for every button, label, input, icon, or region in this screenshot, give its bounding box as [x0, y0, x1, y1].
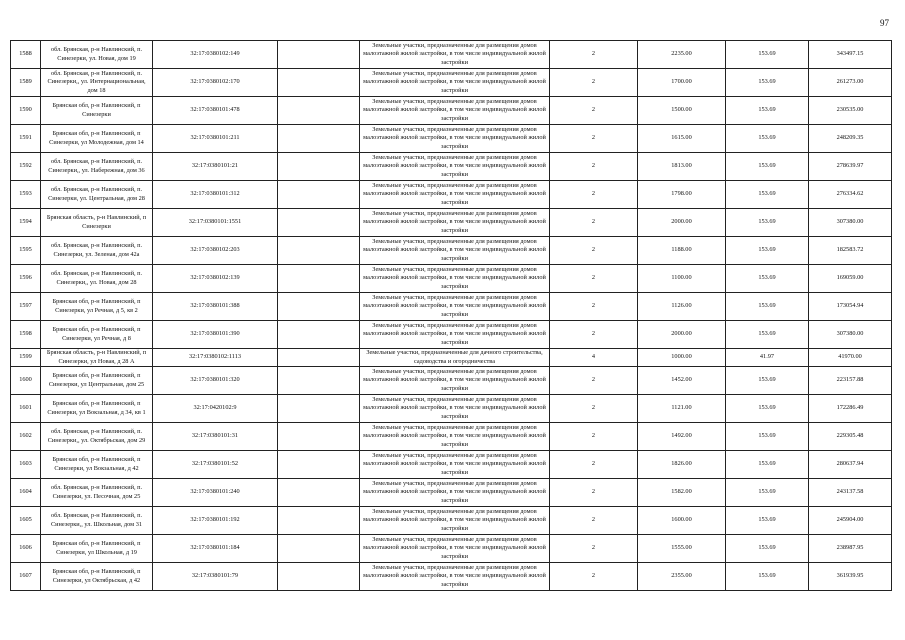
address-cell: Брянская обл, р-н Навлинский, п Синезерки, ул Молодежная, дом 14 [41, 125, 153, 153]
row-number: 1598 [11, 321, 41, 349]
permitted-use-cell: Земельные участки, предназначенные для размещения домов малоэтажной жилой застройки, в том числе индивидуальной жилой застройки [360, 41, 550, 69]
cadastral-value-cell: 182583.72 [809, 237, 892, 265]
row-number: 1596 [11, 265, 41, 293]
group-cell: 2 [550, 41, 638, 69]
empty-cell [278, 125, 360, 153]
group-cell: 2 [550, 563, 638, 591]
area-cell: 1452.00 [638, 367, 726, 395]
cadastral-value-cell: 245904.00 [809, 507, 892, 535]
area-cell: 1492.00 [638, 423, 726, 451]
group-cell: 2 [550, 97, 638, 125]
table-row [11, 423, 892, 451]
row-number: 1595 [11, 237, 41, 265]
group-cell: 2 [550, 237, 638, 265]
row-number: 1594 [11, 209, 41, 237]
area-cell: 1826.00 [638, 451, 726, 479]
empty-cell [278, 479, 360, 507]
area-cell: 1555.00 [638, 535, 726, 563]
unit-value-cell: 153.69 [726, 395, 809, 423]
permitted-use-cell: Земельные участки, предназначенные для размещения домов малоэтажной жилой застройки, в том числе индивидуальной жилой застройки [360, 507, 550, 535]
table-row [11, 181, 892, 209]
group-cell: 2 [550, 479, 638, 507]
unit-value-cell: 153.69 [726, 97, 809, 125]
cadastral-number-cell: 32:17:0380101:312 [153, 181, 278, 209]
cadastral-number-cell: 32:17:0380101:320 [153, 367, 278, 395]
row-number: 1602 [11, 423, 41, 451]
cadastral-value-cell: 229305.48 [809, 423, 892, 451]
row-number: 1590 [11, 97, 41, 125]
address-cell: обл. Брянская, р-н Навлинский, п. Синезерки,, ул. Новая, дом 28 [41, 265, 153, 293]
cadastral-value-cell: 307380.00 [809, 209, 892, 237]
cadastral-number-cell: 32:17:0380101:184 [153, 535, 278, 563]
cadastral-number-cell: 32:17:0380102:149 [153, 41, 278, 69]
row-number: 1606 [11, 535, 41, 563]
cadastral-value-cell: 343497.15 [809, 41, 892, 69]
unit-value-cell: 153.69 [726, 423, 809, 451]
cadastral-value-cell: 261273.00 [809, 69, 892, 97]
group-cell: 2 [550, 69, 638, 97]
table-row [11, 237, 892, 265]
unit-value-cell: 41.97 [726, 349, 809, 367]
row-number: 1603 [11, 451, 41, 479]
cadastral-number-cell: 32:17:0380102:139 [153, 265, 278, 293]
cadastral-value-cell: 238987.95 [809, 535, 892, 563]
table-row [11, 535, 892, 563]
table-row [11, 349, 892, 367]
address-cell: обл. Брянская, р-н Навлинский, п. Синезерки,, ул. Набережная, дом 36 [41, 153, 153, 181]
cadastral-number-cell: 32:17:0420102:9 [153, 395, 278, 423]
cadastral-number-cell: 32:17:0380102:203 [153, 237, 278, 265]
cadastral-number-cell: 32:17:0380101:21 [153, 153, 278, 181]
permitted-use-cell: Земельные участки, предназначенные для размещения домов малоэтажной жилой застройки, в том числе индивидуальной жилой застройки [360, 209, 550, 237]
table-row [11, 125, 892, 153]
permitted-use-cell: Земельные участки, предназначенные для размещения домов малоэтажной жилой застройки, в том числе индивидуальной жилой застройки [360, 563, 550, 591]
empty-cell [278, 181, 360, 209]
address-cell: Брянская обл, р-н Навлинский, п Синезерки, ул Речная, д 8 [41, 321, 153, 349]
area-cell: 1813.00 [638, 153, 726, 181]
unit-value-cell: 153.69 [726, 563, 809, 591]
table-row [11, 321, 892, 349]
group-cell: 2 [550, 535, 638, 563]
area-cell: 1600.00 [638, 507, 726, 535]
empty-cell [278, 293, 360, 321]
cadastral-value-cell: 361939.95 [809, 563, 892, 591]
unit-value-cell: 153.69 [726, 181, 809, 209]
address-cell: Брянская обл, р-н Навлинский, п Синезерки, ул Вокзальная, д 42 [41, 451, 153, 479]
row-number: 1605 [11, 507, 41, 535]
empty-cell [278, 97, 360, 125]
cadastral-number-cell: 32:17:0380101:31 [153, 423, 278, 451]
area-cell: 1188.00 [638, 237, 726, 265]
group-cell: 2 [550, 181, 638, 209]
address-cell: обл. Брянская, р-н Навлинский, п. Синезерки, ул. Центральная, дом 28 [41, 181, 153, 209]
cadastral-number-cell: 32:17:0380101:79 [153, 563, 278, 591]
group-cell: 2 [550, 293, 638, 321]
cadastral-value-cell: 41970.00 [809, 349, 892, 367]
area-cell: 1615.00 [638, 125, 726, 153]
cadastral-value-cell: 248209.35 [809, 125, 892, 153]
table-body [11, 41, 892, 591]
row-number: 1601 [11, 395, 41, 423]
area-cell: 1100.00 [638, 265, 726, 293]
cadastral-number-cell: 32:17:0380101:192 [153, 507, 278, 535]
permitted-use-cell: Земельные участки, предназначенные для размещения домов малоэтажной жилой застройки, в том числе индивидуальной жилой застройки [360, 321, 550, 349]
unit-value-cell: 153.69 [726, 41, 809, 69]
unit-value-cell: 153.69 [726, 507, 809, 535]
address-cell: Брянская обл, р-н Навлинский, п Синезерки, ул Октябрьская, д 42 [41, 563, 153, 591]
cadastral-value-cell: 223157.88 [809, 367, 892, 395]
area-cell: 1000.00 [638, 349, 726, 367]
permitted-use-cell: Земельные участки, предназначенные для размещения домов малоэтажной жилой застройки, в том числе индивидуальной жилой застройки [360, 479, 550, 507]
cadastral-value-cell: 230535.00 [809, 97, 892, 125]
unit-value-cell: 153.69 [726, 209, 809, 237]
unit-value-cell: 153.69 [726, 265, 809, 293]
unit-value-cell: 153.69 [726, 153, 809, 181]
address-cell: Брянская обл, р-н Навлинский, п Синезерки [41, 97, 153, 125]
row-number: 1599 [11, 349, 41, 367]
table-row [11, 41, 892, 69]
permitted-use-cell: Земельные участки, предназначенные для дачного строительства, садоводства и огородничества [360, 349, 550, 367]
empty-cell [278, 237, 360, 265]
empty-cell [278, 507, 360, 535]
row-number: 1592 [11, 153, 41, 181]
group-cell: 2 [550, 265, 638, 293]
cadastral-number-cell: 32:17:0380101:211 [153, 125, 278, 153]
table-row [11, 293, 892, 321]
group-cell: 2 [550, 125, 638, 153]
area-cell: 1126.00 [638, 293, 726, 321]
cadastral-value-cell: 173054.94 [809, 293, 892, 321]
unit-value-cell: 153.69 [726, 237, 809, 265]
empty-cell [278, 209, 360, 237]
address-cell: Брянская обл, р-н Навлинский, п Синезерки, ул Вокзальная, д 34, кв 1 [41, 395, 153, 423]
permitted-use-cell: Земельные участки, предназначенные для размещения домов малоэтажной жилой застройки, в том числе индивидуальной жилой застройки [360, 153, 550, 181]
cadastral-number-cell: 32:17:0380101:1551 [153, 209, 278, 237]
table-row [11, 563, 892, 591]
cadastral-number-cell: 32:17:0380101:478 [153, 97, 278, 125]
empty-cell [278, 423, 360, 451]
address-cell: обл. Брянская, р-н Навлинский, п. Синезерки, ул. Песочная, дом 25 [41, 479, 153, 507]
group-cell: 2 [550, 395, 638, 423]
row-number: 1604 [11, 479, 41, 507]
group-cell: 2 [550, 209, 638, 237]
cadastral-value-cell: 276334.62 [809, 181, 892, 209]
area-cell: 1798.00 [638, 181, 726, 209]
unit-value-cell: 153.69 [726, 367, 809, 395]
row-number: 1593 [11, 181, 41, 209]
group-cell: 2 [550, 153, 638, 181]
area-cell: 1582.00 [638, 479, 726, 507]
empty-cell [278, 349, 360, 367]
permitted-use-cell: Земельные участки, предназначенные для размещения домов малоэтажной жилой застройки, в том числе индивидуальной жилой застройки [360, 451, 550, 479]
table-row [11, 69, 892, 97]
permitted-use-cell: Земельные участки, предназначенные для размещения домов малоэтажной жилой застройки, в том числе индивидуальной жилой застройки [360, 535, 550, 563]
table-row [11, 507, 892, 535]
address-cell: обл. Брянская, р-н Навлинский, п. Синезерки,, ул. Интернациональная, дом 18 [41, 69, 153, 97]
address-cell: Брянская обл, р-н Навлинский, п Синезерки, ул Школьная, д 19 [41, 535, 153, 563]
group-cell: 2 [550, 423, 638, 451]
table-row [11, 209, 892, 237]
address-cell: Брянская область, р-н Навлинский, п Синезерки [41, 209, 153, 237]
table-row [11, 265, 892, 293]
address-cell: обл. Брянская, р-н Навлинский, п. Синезерки, ул. Зеленая, дом 42а [41, 237, 153, 265]
row-number: 1589 [11, 69, 41, 97]
unit-value-cell: 153.69 [726, 125, 809, 153]
permitted-use-cell: Земельные участки, предназначенные для размещения домов малоэтажной жилой застройки, в том числе индивидуальной жилой застройки [360, 181, 550, 209]
table-row [11, 479, 892, 507]
area-cell: 1121.00 [638, 395, 726, 423]
cadastral-number-cell: 32:17:0380101:52 [153, 451, 278, 479]
row-number: 1607 [11, 563, 41, 591]
row-number: 1597 [11, 293, 41, 321]
land-valuation-table [10, 40, 892, 591]
unit-value-cell: 153.69 [726, 479, 809, 507]
unit-value-cell: 153.69 [726, 535, 809, 563]
empty-cell [278, 41, 360, 69]
unit-value-cell: 153.69 [726, 293, 809, 321]
cadastral-value-cell: 172286.49 [809, 395, 892, 423]
cadastral-number-cell: 32:17:0380101:388 [153, 293, 278, 321]
empty-cell [278, 451, 360, 479]
permitted-use-cell: Земельные участки, предназначенные для размещения домов малоэтажной жилой застройки, в том числе индивидуальной жилой застройки [360, 237, 550, 265]
empty-cell [278, 563, 360, 591]
empty-cell [278, 265, 360, 293]
permitted-use-cell: Земельные участки, предназначенные для размещения домов малоэтажной жилой застройки, в том числе индивидуальной жилой застройки [360, 125, 550, 153]
empty-cell [278, 69, 360, 97]
cadastral-value-cell: 307380.00 [809, 321, 892, 349]
empty-cell [278, 395, 360, 423]
permitted-use-cell: Земельные участки, предназначенные для размещения домов малоэтажной жилой застройки, в том числе индивидуальной жилой застройки [360, 97, 550, 125]
area-cell: 1700.00 [638, 69, 726, 97]
group-cell: 2 [550, 507, 638, 535]
empty-cell [278, 535, 360, 563]
empty-cell [278, 153, 360, 181]
group-cell: 2 [550, 321, 638, 349]
row-number: 1588 [11, 41, 41, 69]
page-number: 97 [880, 18, 889, 28]
table-row [11, 367, 892, 395]
address-cell: Брянская обл, р-н Навлинский, п Синезерки, ул Центральная, дом 25 [41, 367, 153, 395]
address-cell: Брянская область, р-н Навлинский, п Синезерки, ул Новая, д 28 А [41, 349, 153, 367]
address-cell: обл. Брянская, р-н Навлинский, п. Синезерки, ул. Новая, дом 19 [41, 41, 153, 69]
cadastral-number-cell: 32:17:0380102:170 [153, 69, 278, 97]
area-cell: 2000.00 [638, 209, 726, 237]
cadastral-value-cell: 278639.97 [809, 153, 892, 181]
table-row [11, 395, 892, 423]
table-row [11, 451, 892, 479]
cadastral-number-cell: 32:17:0380102:1113 [153, 349, 278, 367]
permitted-use-cell: Земельные участки, предназначенные для размещения домов малоэтажной жилой застройки, в том числе индивидуальной жилой застройки [360, 367, 550, 395]
empty-cell [278, 367, 360, 395]
table-row [11, 153, 892, 181]
table-row [11, 97, 892, 125]
permitted-use-cell: Земельные участки, предназначенные для размещения домов малоэтажной жилой застройки, в том числе индивидуальной жилой застройки [360, 423, 550, 451]
group-cell: 2 [550, 367, 638, 395]
cadastral-value-cell: 169059.00 [809, 265, 892, 293]
cadastral-number-cell: 32:17:0380101:240 [153, 479, 278, 507]
empty-cell [278, 321, 360, 349]
group-cell: 2 [550, 451, 638, 479]
area-cell: 2355.00 [638, 563, 726, 591]
unit-value-cell: 153.69 [726, 451, 809, 479]
permitted-use-cell: Земельные участки, предназначенные для размещения домов малоэтажной жилой застройки, в том числе индивидуальной жилой застройки [360, 69, 550, 97]
permitted-use-cell: Земельные участки, предназначенные для размещения домов малоэтажной жилой застройки, в том числе индивидуальной жилой застройки [360, 265, 550, 293]
address-cell: обл. Брянская, р-н Навлинский, п. Синезерки,, ул. Октябрьская, дом 29 [41, 423, 153, 451]
address-cell: обл. Брянская, р-н Навлинский, п. Синезерки,, ул. Школьная, дом 31 [41, 507, 153, 535]
cadastral-value-cell: 243137.58 [809, 479, 892, 507]
unit-value-cell: 153.69 [726, 69, 809, 97]
permitted-use-cell: Земельные участки, предназначенные для размещения домов малоэтажной жилой застройки, в том числе индивидуальной жилой застройки [360, 395, 550, 423]
area-cell: 2235.00 [638, 41, 726, 69]
unit-value-cell: 153.69 [726, 321, 809, 349]
area-cell: 2000.00 [638, 321, 726, 349]
row-number: 1600 [11, 367, 41, 395]
cadastral-number-cell: 32:17:0380101:390 [153, 321, 278, 349]
cadastral-value-cell: 280637.94 [809, 451, 892, 479]
row-number: 1591 [11, 125, 41, 153]
permitted-use-cell: Земельные участки, предназначенные для размещения домов малоэтажной жилой застройки, в том числе индивидуальной жилой застройки [360, 293, 550, 321]
group-cell: 4 [550, 349, 638, 367]
area-cell: 1500.00 [638, 97, 726, 125]
address-cell: Брянская обл, р-н Навлинский, п Синезерки, ул Речная, д 5, кв 2 [41, 293, 153, 321]
